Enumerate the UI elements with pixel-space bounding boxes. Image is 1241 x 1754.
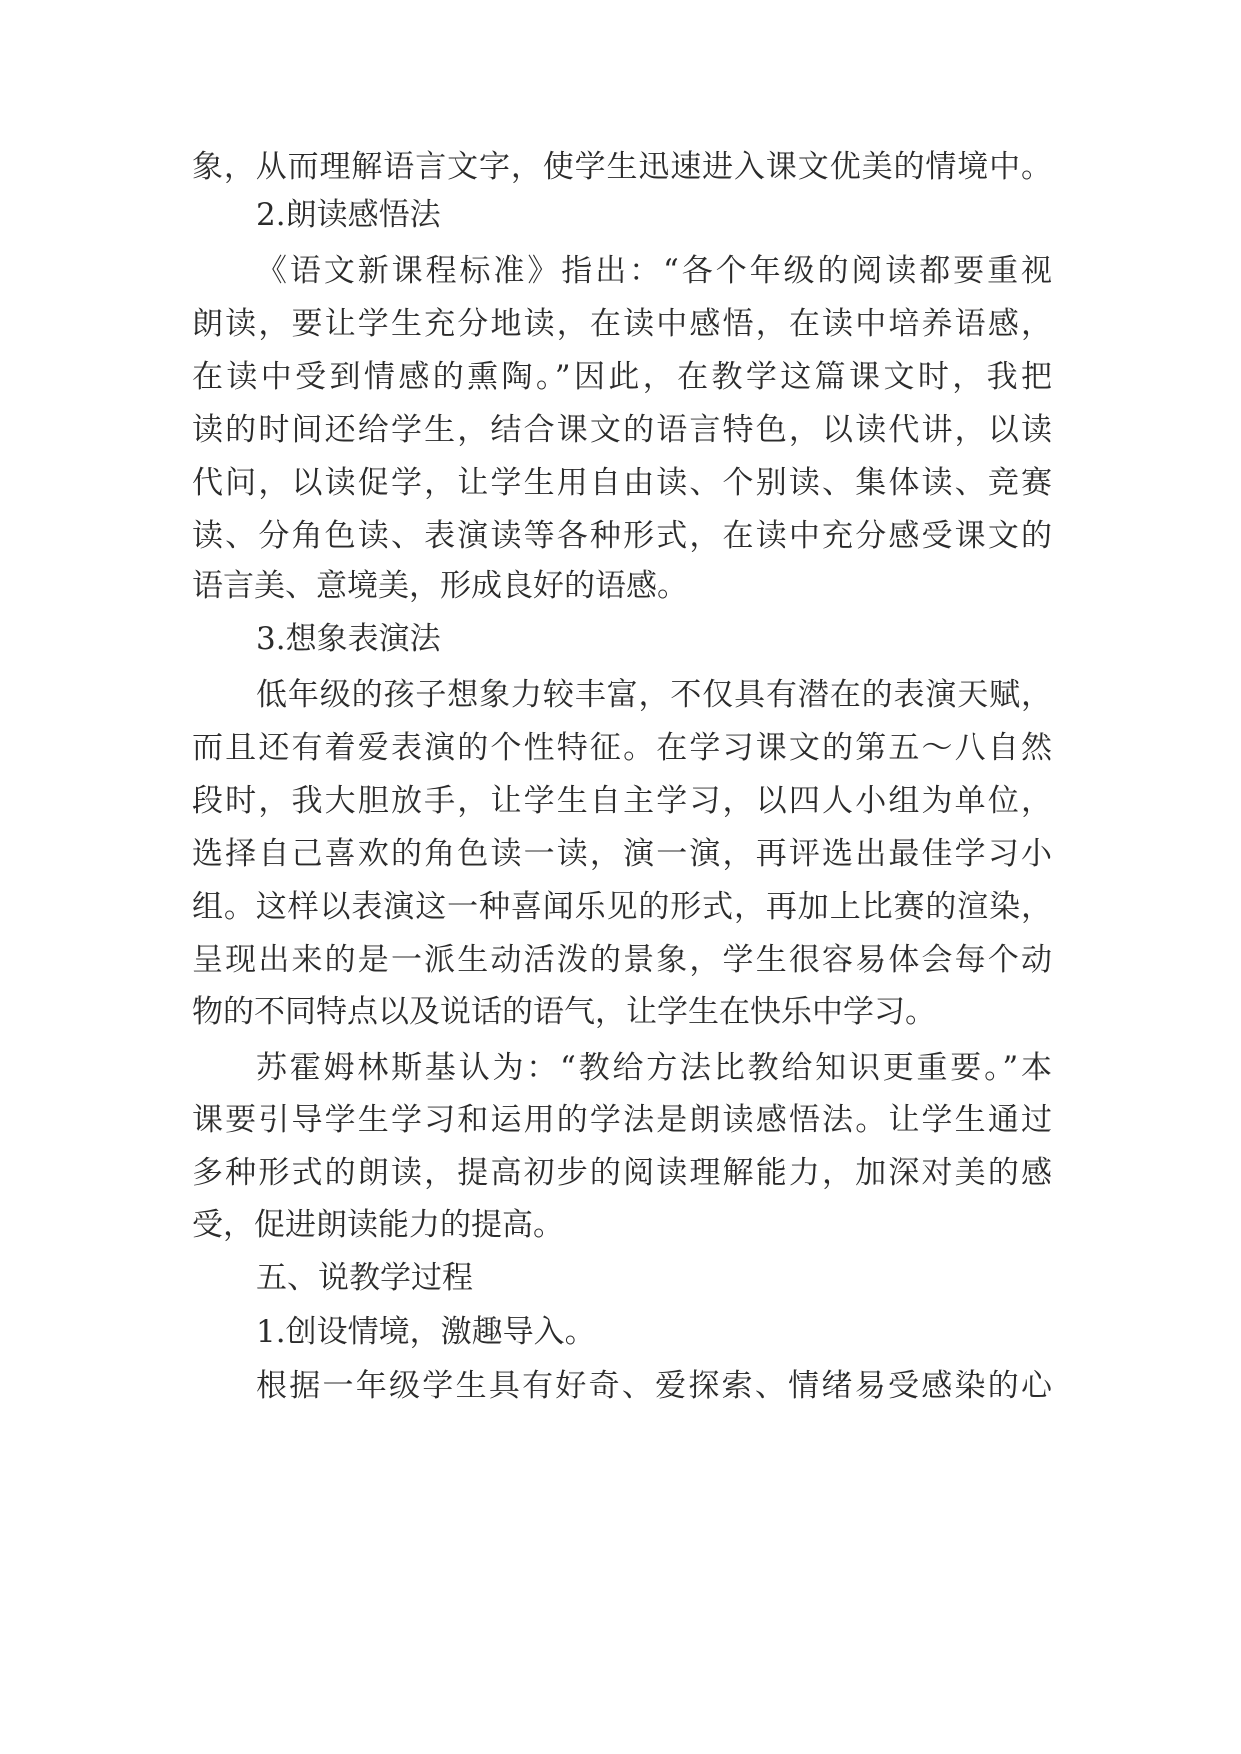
section-heading: 2.朗读感悟法 [256,197,441,233]
text-line: 苏霍姆林斯基认为：“教给方法比教给知识更重要。”本 [256,1050,1052,1086]
text-line: 《语文新课程标准》指出：“各个年级的阅读都要重视 [256,253,1052,289]
text-line: 代问，以读促学，让学生用自由读、个别读、集体读、竞赛 [192,465,1052,501]
section-heading: 1.创设情境，激趣导入。 [256,1314,596,1350]
text-line: 语言美、意境美，形成良好的语感。 [192,568,688,604]
text-line: 呈现出来的是一派生动活泼的景象，学生很容易体会每个动 [192,942,1052,978]
text-line: 段时，我大胆放手，让学生自主学习，以四人小组为单位， [192,783,1052,819]
text-line: 组。这样以表演这一种喜闻乐见的形式，再加上比赛的渲染， [192,889,1052,925]
text-line: 朗读，要让学生充分地读，在读中感悟，在读中培养语感， [192,306,1052,342]
section-heading: 五、说教学过程 [256,1260,473,1296]
text-line: 物的不同特点以及说话的语气，让学生在快乐中学习。 [192,994,936,1030]
text-line: 多种形式的朗读，提高初步的阅读理解能力，加深对美的感 [192,1155,1052,1191]
text-line: 在读中受到情感的熏陶。”因此，在教学这篇课文时，我把 [192,359,1052,395]
text-line: 象，从而理解语言文字，使学生迅速进入课文优美的情境中。 [192,149,1052,185]
section-heading: 3.想象表演法 [256,621,441,657]
text-line: 读的时间还给学生，结合课文的语言特色，以读代讲，以读 [192,412,1052,448]
text-line: 受，促进朗读能力的提高。 [192,1207,564,1243]
text-line: 选择自己喜欢的角色读一读，演一演，再评选出最佳学习小 [192,836,1052,872]
text-line: 根据一年级学生具有好奇、爱探索、情绪易受感染的心 [256,1368,1052,1404]
text-line: 读、分角色读、表演读等各种形式，在读中充分感受课文的 [192,518,1052,554]
text-line: 课要引导学生学习和运用的学法是朗读感悟法。让学生通过 [192,1102,1052,1138]
text-line: 低年级的孩子想象力较丰富，不仅具有潜在的表演天赋， [256,677,1052,713]
text-line: 而且还有着爱表演的个性特征。在学习课文的第五～八自然 [192,730,1052,766]
